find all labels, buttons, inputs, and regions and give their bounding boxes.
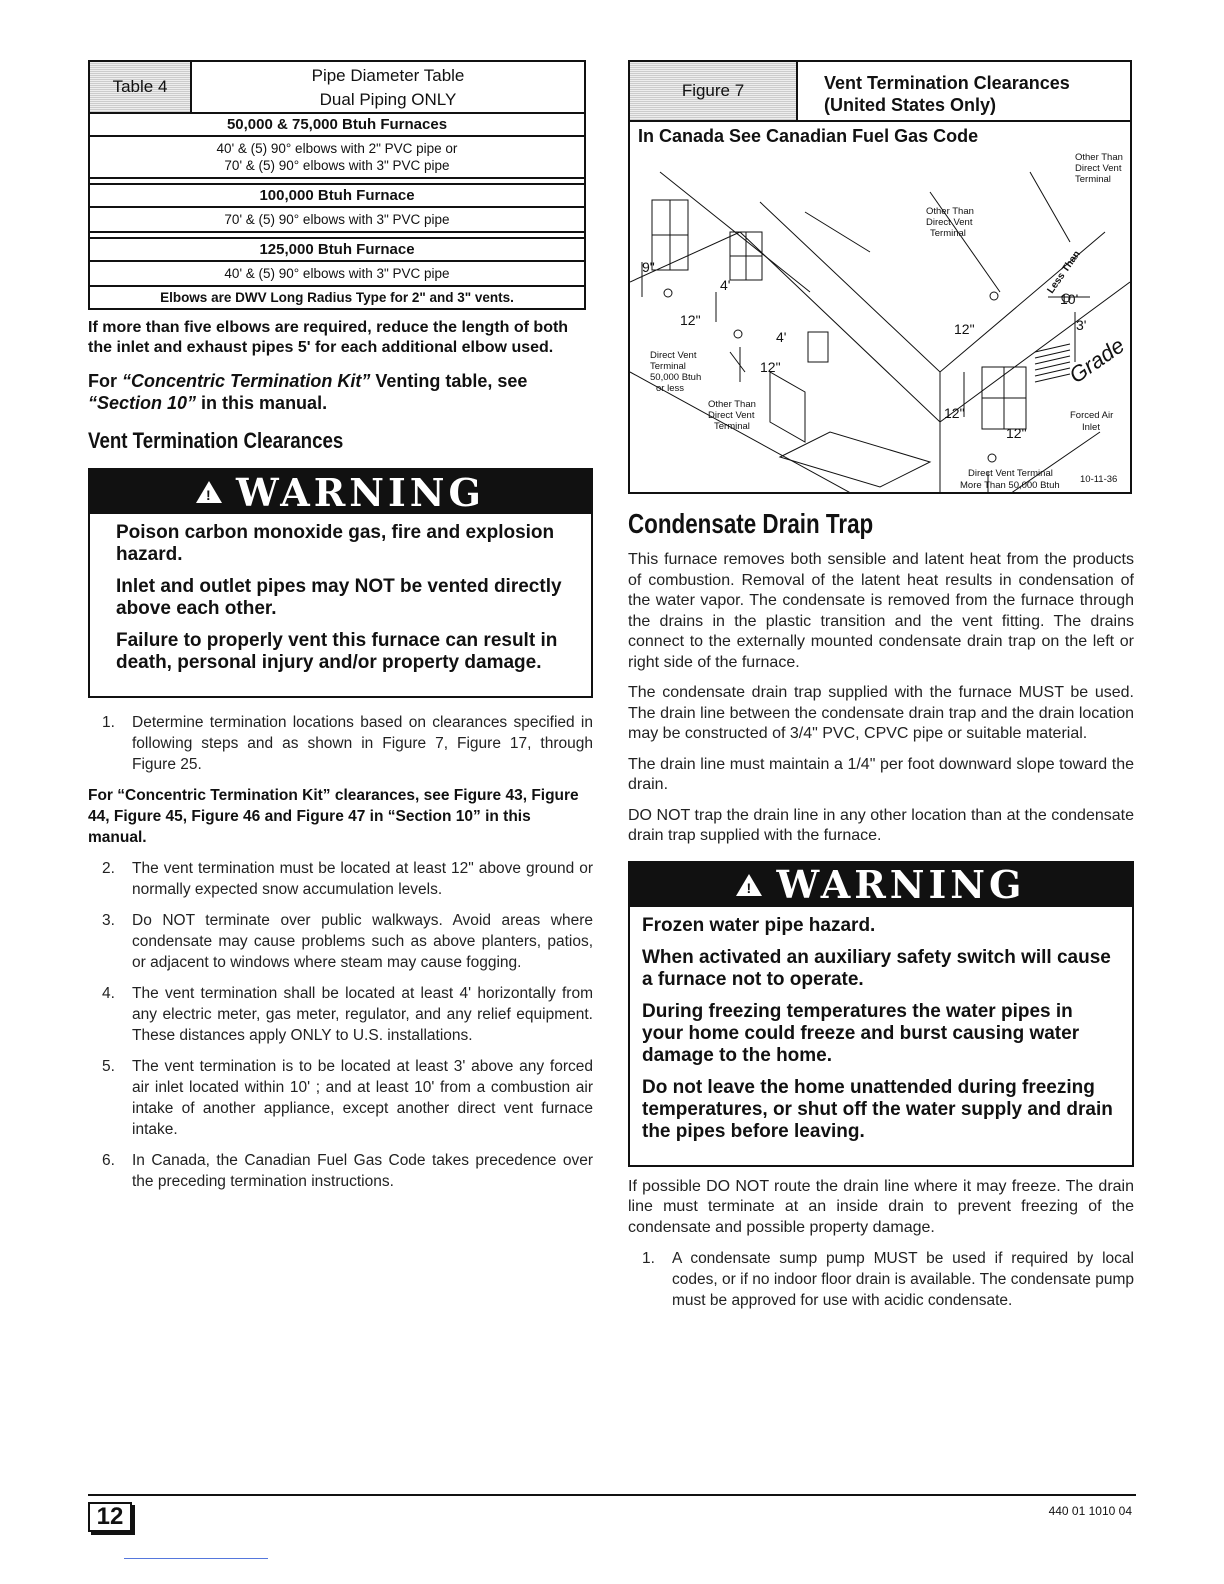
table-title-line1: Pipe Diameter Table (311, 66, 465, 85)
warning-text: Do not leave the home unattended during freezing temperatures, or shut off the water supply and drain the pipes before leaving. (642, 1076, 1113, 1142)
figure-title (798, 62, 1130, 120)
vent-terminal-icon (988, 454, 996, 462)
leader-line (730, 352, 745, 372)
vent-terminal-icon (990, 292, 998, 300)
document-code: 440 01 1010 04 (1048, 1504, 1132, 1518)
forced-air-inlet-grille (1035, 344, 1070, 382)
door (770, 372, 805, 442)
window (808, 332, 828, 362)
footer-rule (88, 1494, 1136, 1496)
warning-banner (90, 470, 591, 514)
label-terminal: Terminal (714, 421, 750, 432)
dimension-label: 9" (642, 259, 655, 275)
dimension-label: 4' (776, 329, 787, 345)
item-number: 1. (642, 1250, 655, 1267)
table-header (90, 62, 584, 114)
concentric-post: in this manual. (196, 393, 328, 413)
warning-banner (630, 863, 1132, 907)
list-item (88, 712, 593, 775)
item-number: 6. (102, 1152, 115, 1169)
page-number: 12 (88, 1502, 132, 1532)
warning-text: Frozen water pipe hazard. (642, 914, 876, 936)
concentric-clearance-note: For “Concentric Termination Kit” clearances, see Figure 43, Figure 44, Figure 45, Figure 46 and Figure 47 in “Section 10” in this manual. (88, 787, 579, 846)
label-or-less: or less (656, 383, 684, 394)
dimension-label: 12" (1006, 425, 1027, 441)
table-row: 70' & (5) 90° elbows with 3" PVC pipe (90, 208, 584, 233)
concentric-pre: For (88, 371, 122, 391)
body-paragraph: This furnace removes both sensible and latent heat from the products of combustion. Removal of the latent heat results in condensation of the water vapor. The condensate is removed from the furnace through the drains in the plastic transition and the vent fitting. The drains connect to the externally mounted condensate drain trap on the left or right side of the furnace. (628, 551, 1134, 671)
leader-line (1030, 172, 1070, 242)
figure-code: 10-11-36 (1080, 474, 1118, 485)
instruction-list (88, 712, 593, 1192)
figure-title-line2: (United States Only) (824, 95, 997, 115)
warning-text: When activated an auxiliary safety switch will cause a furnace not to operate. (642, 946, 1111, 990)
concentric-mid: Venting table, see (370, 371, 528, 391)
item-text: The vent termination shall be located at least 4' horizontally from any electric meter, gas meter, regulator, and any relief equipment. These distances apply ONLY to U.S. installations. (132, 985, 593, 1044)
table-row-line: 40' & (5) 90° elbows with 2" PVC pipe or (216, 141, 458, 156)
label-grade: Grade (1064, 332, 1129, 389)
item-text: The vent termination must be located at least 12" above ground or normally expected snow accumulation levels. (132, 860, 593, 898)
dimension-label: 4' (720, 277, 731, 293)
warning-box (88, 468, 593, 698)
figure-subtitle: In Canada See Canadian Fuel Gas Code (638, 126, 979, 146)
house-roofline (630, 232, 1130, 422)
warning-word: WARNING (776, 862, 1026, 907)
figure-title-line1: Vent Termination Clearances (824, 73, 1070, 93)
item-number: 4. (102, 985, 115, 1002)
warning-text: Inlet and outlet pipes may NOT be vented directly above each other. (116, 576, 562, 619)
item-text: Determine termination locations based on clearances specified in following steps and as shown in Figure 7, Figure 17, through Figure 25. (132, 714, 593, 773)
body-paragraph: The condensate drain trap supplied with the furnace MUST be used. The drain line between the condensate drain trap and the drain location may be constructed of 3/4" PVC, CPVC pipe or suitable material. (628, 684, 1134, 742)
table-section: 50,000 & 75,000 Btuh Furnaces (90, 114, 584, 137)
label-direct-vent: Direct Vent (1075, 163, 1122, 174)
concentric-section: “Section 10” (88, 393, 197, 413)
body-paragraph: If possible DO NOT route the drain line where it may freeze. The drain line must terminate at an inside drain to prevent freezing of the condensate and possible property damage. (628, 1177, 1134, 1236)
vent-terminal-icon (734, 330, 742, 338)
label-direct-vent-terminal: Direct Vent Terminal (968, 468, 1053, 479)
label-more-than: More Than 50,000 Btuh (960, 480, 1060, 491)
body-paragraph: DO NOT trap the drain line in any other location than at the condensate drain trap supplied with the furnace. (628, 806, 1134, 844)
warning-triangle-icon: ! (736, 874, 762, 896)
warning-body (90, 514, 591, 696)
dimension-label: 12" (680, 312, 701, 328)
label-direct-vent: Direct Vent (650, 350, 697, 361)
table-tag: Table 4 (90, 62, 192, 112)
table-row: 40' & (5) 90° elbows with 3" PVC pipe (90, 262, 584, 287)
figure-header (630, 62, 1130, 122)
dimension-label: 12" (954, 321, 975, 337)
label-btuh: 50,000 Btuh (650, 372, 702, 383)
warning-text: Poison carbon monoxide gas, fire and explosion hazard. (116, 522, 555, 565)
label-terminal: Terminal (1075, 174, 1111, 185)
left-column (88, 60, 593, 1202)
item-number: 2. (102, 860, 115, 877)
warning-body (630, 907, 1132, 1165)
label-direct-vent: Direct Vent (708, 410, 755, 421)
item-text: In Canada, the Canadian Fuel Gas Code takes precedence over the preceding termination instructions. (132, 1152, 593, 1190)
vent-terminal-icon (664, 289, 672, 297)
table-section: 125,000 Btuh Furnace (90, 239, 584, 262)
label-other-than: Other Than (1075, 152, 1123, 163)
figure-7 (628, 60, 1132, 494)
item-text: Do NOT terminate over public walkways. Avoid areas where condensate may cause problems such as above planters, patios, or adjacent to windows where steam may cause fogging. (132, 912, 593, 971)
item-text: A condensate sump pump MUST be used if required by local codes, or if no indoor floor drain is available. The condensate pump must be approved for use with acidic condensate. (672, 1250, 1134, 1309)
label-terminal: Terminal (930, 228, 966, 239)
dimension-label: 12" (760, 359, 781, 375)
body-paragraph: The drain line must maintain a 1/4" per foot downward slope toward the drain. (628, 755, 1134, 793)
item-number: 1. (102, 714, 115, 731)
pipe-diameter-table (88, 60, 586, 310)
warning-text: During freezing temperatures the water pipes in your home could freeze and burst causing water damage to the home. (642, 1000, 1080, 1066)
label-direct-vent: Direct Vent (926, 217, 973, 228)
dimension-label: 3' (1076, 317, 1087, 333)
table-section: 100,000 Btuh Furnace (90, 185, 584, 208)
table-row-line: 70' & (5) 90° elbows with 3" PVC pipe (224, 158, 450, 173)
warning-triangle-icon: ! (196, 481, 222, 503)
label-less-than: Less Than (1045, 248, 1083, 296)
warning-text: Failure to properly vent this furnace can result in death, personal injury and/or property damage. (116, 630, 558, 673)
label-other-than: Other Than (926, 206, 974, 217)
list-item (628, 1248, 1134, 1311)
item-text: The vent termination is to be located at least 3' above any forced air inlet located within 10' ; and at least 10' from a combustion air intake of another appliance, except another direct vent furnace intake. (132, 1058, 593, 1138)
list-item (88, 910, 593, 973)
section-heading: Vent Termination Clearances (88, 428, 344, 453)
label-other-than: Other Than (708, 399, 756, 410)
figure-tag: Figure 7 (630, 62, 798, 120)
section-heading: Condensate Drain Trap (628, 508, 874, 539)
elbow-note: If more than five elbows are required, reduce the length of both the inlet and exhaust pipes 5' for each additional elbow used. (88, 319, 569, 356)
list-item (88, 858, 593, 900)
item-number: 3. (102, 912, 115, 929)
concentric-note (88, 370, 593, 414)
table-title (192, 62, 584, 112)
warning-box (628, 861, 1134, 1167)
concentric-kit: “Concentric Termination Kit” (122, 371, 371, 391)
label-terminal: Terminal (650, 361, 686, 372)
label-inlet: Inlet (1082, 422, 1100, 433)
label-forced-air: Forced Air (1070, 410, 1114, 421)
dimension-label: 12" (944, 405, 965, 421)
dimension-label: 10' (1060, 291, 1079, 307)
leader-line (660, 172, 810, 292)
list-item (88, 1150, 593, 1192)
list-item (88, 1056, 593, 1140)
table-row (90, 137, 584, 179)
decorative-line (124, 1558, 268, 1559)
table-footnote: Elbows are DWV Long Radius Type for 2" and 3" vents. (160, 290, 514, 305)
leader-line (805, 212, 870, 252)
warning-word: WARNING (235, 469, 485, 515)
table-title-line2: Dual Piping ONLY (319, 90, 457, 109)
right-column (628, 60, 1134, 1321)
list-item (88, 983, 593, 1046)
house-diagram (630, 122, 1130, 492)
item-number: 5. (102, 1058, 115, 1075)
